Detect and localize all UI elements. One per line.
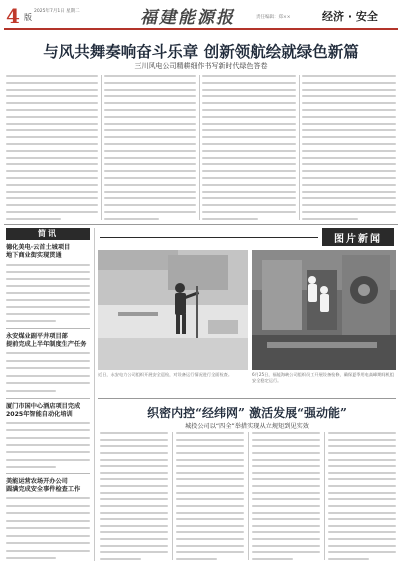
brief-2-title: 永安煤业副平井项目部 提前完成上半年制度生产任务 xyxy=(6,333,87,348)
section-name: 经济 · 安全 xyxy=(322,10,378,23)
lead-article-col-4 xyxy=(302,75,396,220)
brief-box-header: 简讯 xyxy=(6,228,90,240)
photo-right-caption: 6月25日，福能海峡公司组织员工开展设备检修，确保夏季用电高峰期间机组安全稳定运行。 xyxy=(252,372,394,383)
lead-bottom-rule xyxy=(4,224,398,225)
masthead-rule xyxy=(4,28,398,30)
page-label: 版 xyxy=(24,13,32,22)
editor-credit: 责任编辑：郑×× xyxy=(256,15,291,20)
feature-subhead: 城投公司以“四全”举措实现从立规矩到见实效 xyxy=(185,423,309,430)
photo-left xyxy=(98,250,248,370)
lead-article-col-1 xyxy=(6,75,98,220)
brief-4-title: 美能运营农场开办公司 圆满完成安全事件检查工作 xyxy=(6,478,81,493)
feature-headline: 织密内控“经纬网” 激活发展“强动能” xyxy=(147,406,347,420)
lead-headline: 与风共舞奏响奋斗乐章 创新领航绘就绿色新篇 xyxy=(43,42,359,61)
issue-date: 2025年7月1日 星期二 xyxy=(34,9,80,14)
photo-news-banner-label: 图片新闻 xyxy=(334,234,382,245)
lead-article-col-2 xyxy=(104,75,196,220)
feature-col-2 xyxy=(176,432,244,560)
photo-left-caption: 近日，永安电力公司组织开展安全巡检，对设备运行情况进行全面检查。 xyxy=(98,372,233,377)
brief-3-title: 厦门市国中心酒店项目完成 2025年智能自动化培训 xyxy=(6,403,81,418)
brief-2-body xyxy=(6,352,90,392)
lead-article-col-3 xyxy=(202,75,296,220)
lead-subhead: 三川风电公司精耕细作书写新时代绿色答卷 xyxy=(134,62,268,70)
brief-4-body xyxy=(6,497,90,559)
feature-col-3 xyxy=(252,432,320,560)
newspaper-logo: 福建能源报 xyxy=(140,8,235,28)
page-number: 4 xyxy=(6,4,20,28)
brief-1-title: 德化美电·云首土城项目 地下商业街实现贯通 xyxy=(6,244,71,259)
brief-1-body xyxy=(6,264,90,322)
brief-3-body xyxy=(6,422,90,468)
photo-right xyxy=(252,250,396,370)
feature-col-1 xyxy=(100,432,168,560)
feature-col-4 xyxy=(328,432,396,560)
